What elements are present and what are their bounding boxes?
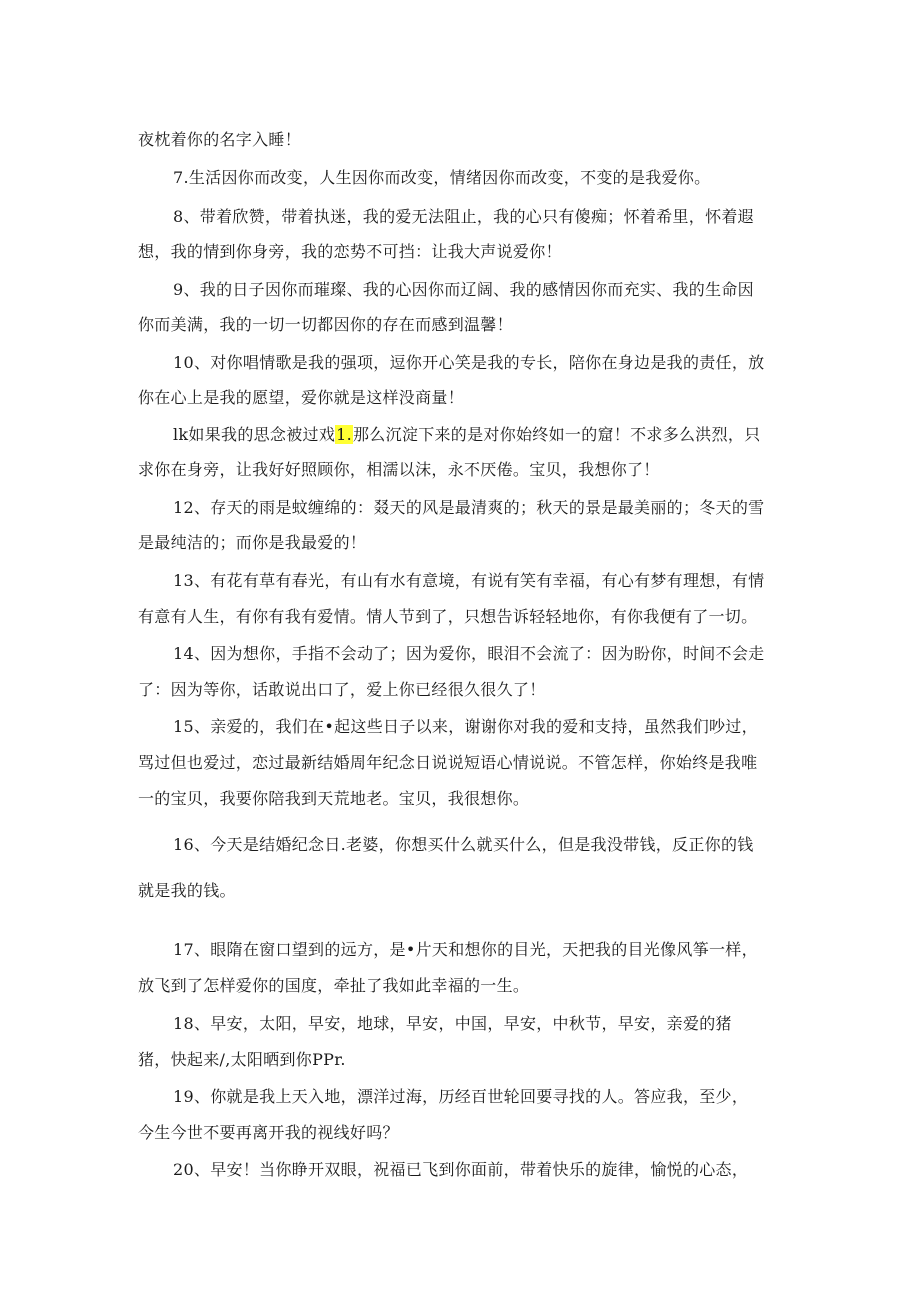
paragraph-line: 夜枕着你的名字入睡！ <box>138 130 302 149</box>
paragraph-line: 有意有人生，有你有我有爱情。情人节到了，只想告诉轻轻地你，有你我便有了一切。 <box>138 607 758 626</box>
paragraph-line: 猪，快起来/,太阳晒到你PPr. <box>138 1050 346 1069</box>
paragraph-line: 是最纯洁的；而你是我最爱的！ <box>138 533 367 552</box>
paragraph-line: 9、我的日子因你而璀璨、我的心因你而辽阔、我的感情因你而充实、我的生命因 <box>173 280 754 299</box>
paragraph-line: 19、你就是我上天入地，漂洋过海，历经百世轮回要寻找的人。答应我，至少， <box>173 1087 749 1106</box>
paragraph-line: 12、存天的雨是蚊缠绵的：叕天的风是最清爽的；秋天的景是最美丽的；冬天的雪 <box>173 498 765 517</box>
paragraph-line: 18、早安，太阳，早安，地球，早安，中国，早安，中秋节，早安，亲爱的猪 <box>173 1014 732 1033</box>
paragraph-line: 13、有花有草有春光，有山有水有意境，有说有笑有幸福，有心有梦有理想，有情 <box>173 571 765 590</box>
line-text: 那么沉淀下来的是对你始终如一的窟！不求多么洪烈，只 <box>353 425 761 444</box>
paragraph-line: 骂过但也爱过，恋过最新结婚周年纪念日说说短语心情说说。不管怎样，你始终是我唯 <box>138 753 758 772</box>
paragraph-line: 求你在身旁，让我好好照顾你，相濡以沫，永不厌倦。宝贝，我想你了！ <box>138 460 660 479</box>
paragraph-line: 了：因为等你，话敢说出口了，爱上你已经很久很久了！ <box>138 680 546 699</box>
paragraph-line: 15、亲爱的，我们在•起这些日子以来，谢谢你对我的爱和支持，虽然我们吵过， <box>173 717 758 736</box>
paragraph-line: 10、对你唱情歌是我的强项，逗你开心笑是我的专长，陪你在身边是我的责任，放 <box>173 353 765 372</box>
paragraph-line: 你在心上是我的愿望，爱你就是这样没商量！ <box>138 388 465 407</box>
paragraph-line: 你而美满，我的一切一切都因你的存在而感到温馨！ <box>138 315 513 334</box>
highlighted-text: 1. <box>336 425 352 444</box>
paragraph-line: 今生今世不要再离开我的视线好吗？ <box>138 1123 399 1142</box>
paragraph-line: 想，我的情到你身旁，我的恋势不可挡：让我大声说爱你！ <box>138 242 562 261</box>
paragraph-line: 20、早安！当你睁开双眼，祝福已飞到你面前，带着快乐的旋律，愉悦的心态， <box>173 1160 749 1179</box>
paragraph-line: 7.生活因你而改变，人生因你而改变，情绪因你而改变，不变的是我爱你。 <box>173 168 711 187</box>
paragraph-line: 就是我的钱。 <box>138 881 236 900</box>
paragraph-line: 一的宝贝，我要你陪我到天荒地老。宝贝，我很想你。 <box>138 789 530 808</box>
paragraph-line: 17、眼隋在窗口望到的远方，是•片天和想你的目光，天把我的目光像风筝一样， <box>173 940 758 959</box>
line-text: lk如果我的思念被过戏 <box>173 425 336 444</box>
paragraph-line: 8、带着欣赞，带着执迷，我的爱无法阻止，我的心只有傻痴；怀着希里，怀着遐 <box>173 207 754 226</box>
paragraph-line: 16、今天是结婚纪念日.老婆，你想买什么就买什么，但是我没带钱，反正你的钱 <box>173 835 754 854</box>
paragraph-line: 14、因为想你，手指不会动了；因为爱你，眼泪不会流了：因为盼你，时间不会走 <box>173 644 765 663</box>
paragraph-line: 放飞到了怎样爱你的国度，牵扯了我如此幸福的一生。 <box>138 976 530 995</box>
paragraph-line-highlighted <box>173 424 761 446</box>
